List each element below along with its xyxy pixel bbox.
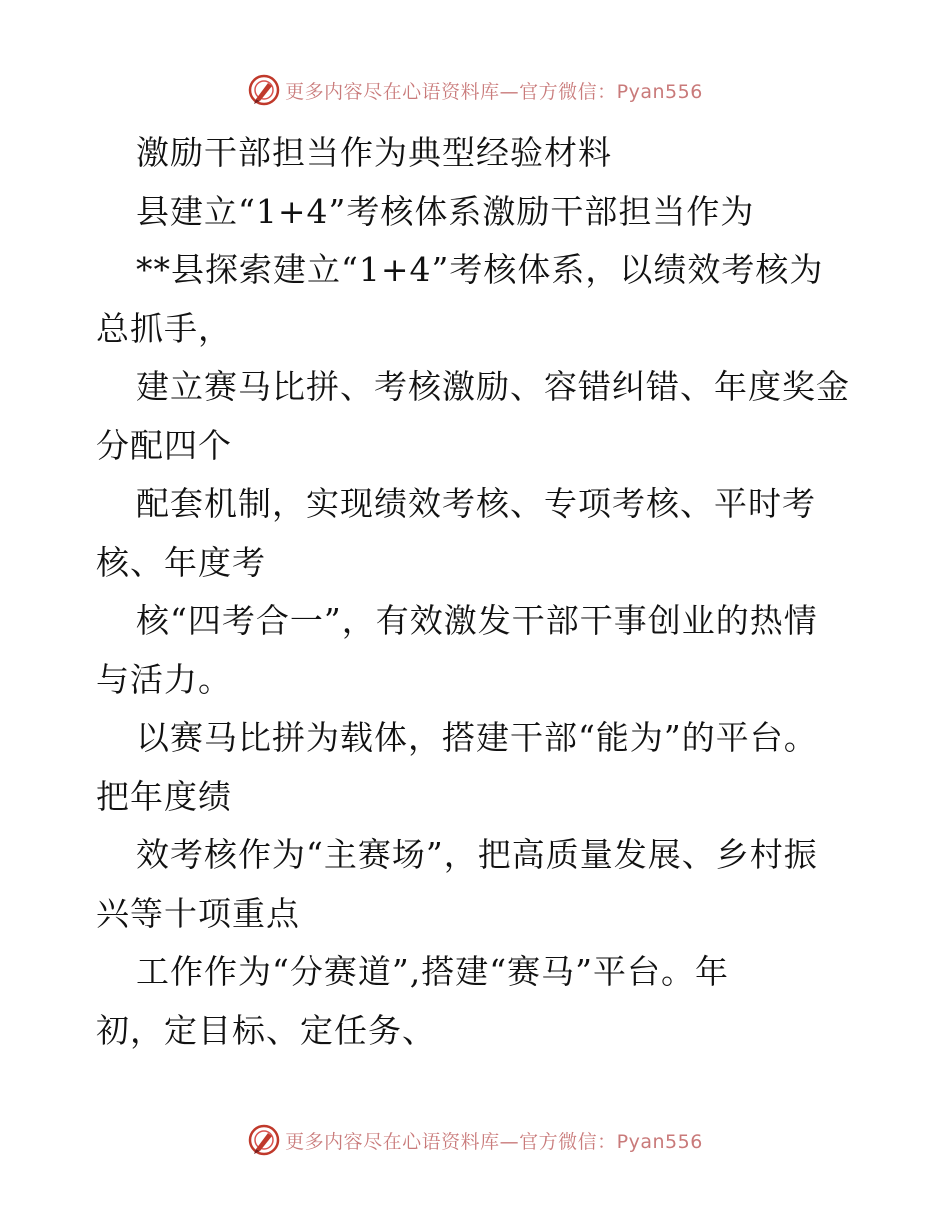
document-line: 总抓手， xyxy=(96,308,232,348)
document-line: 核“四考合一”，有效激发干部干事创业的热情 xyxy=(136,601,818,640)
document-line: 以赛马比拼为载体，搭建干部“能为”的平台。 xyxy=(136,718,818,757)
document-line: 工作作为“分赛道”,搭建“赛马”平台。年 xyxy=(136,952,729,991)
document-line: 建立赛马比拼、考核激励、容错纠错、年度奖金 xyxy=(136,367,850,406)
document-line: **县探索建立“1+4”考核体系，以绩效考核为 xyxy=(136,250,824,289)
document-line: 与活力。 xyxy=(96,659,232,699)
document-line: 把年度绩 xyxy=(96,776,232,816)
document-line: 核、年度考 xyxy=(96,542,266,582)
pen-in-circle-icon xyxy=(247,73,281,107)
watermark-text: 更多内容尽在心语资料库—官方微信：Pyan556 xyxy=(285,1130,703,1153)
document-line: 初，定目标、定任务、 xyxy=(96,1010,436,1050)
pen-in-circle-icon xyxy=(247,1123,281,1157)
document-line: 分配四个 xyxy=(96,425,232,465)
document-line: 效考核作为“主赛场”，把高质量发展、乡村振 xyxy=(136,835,818,874)
watermark-footer xyxy=(0,1120,950,1160)
watermark-text: 更多内容尽在心语资料库—官方微信：Pyan556 xyxy=(285,80,703,103)
document-body xyxy=(96,124,866,1060)
document-line: 配套机制，实现绩效考核、专项考核、平时考 xyxy=(136,484,816,523)
document-line: 县建立“1+4”考核体系激励干部担当作为 xyxy=(136,191,755,231)
document-title: 激励干部担当作为典型经验材料 xyxy=(136,133,612,172)
document-line: 兴等十项重点 xyxy=(96,893,300,933)
watermark-header xyxy=(0,70,950,110)
